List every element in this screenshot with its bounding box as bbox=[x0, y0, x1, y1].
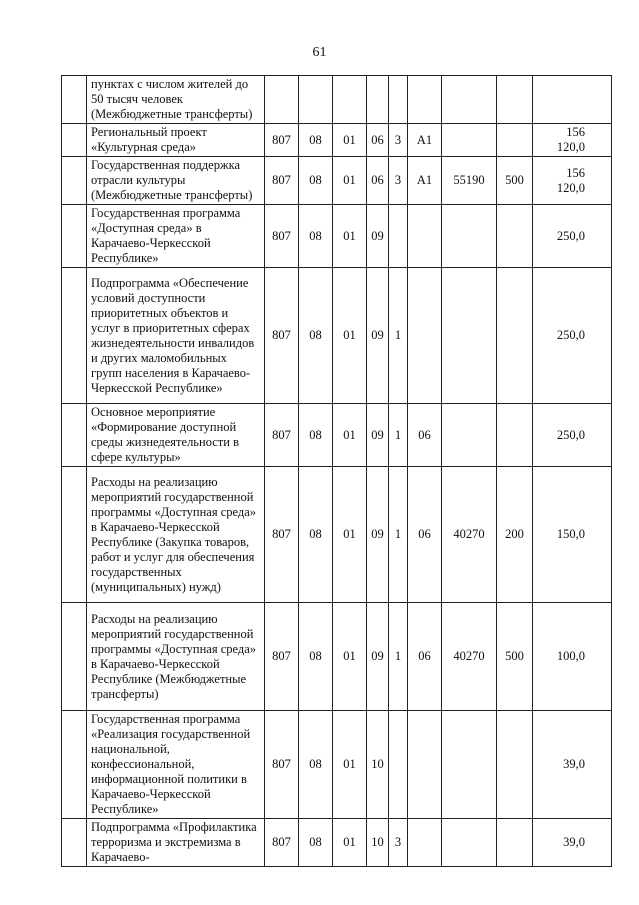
cell-main-event: 06 bbox=[408, 467, 442, 603]
table-row bbox=[62, 205, 612, 268]
blank-cell bbox=[62, 124, 87, 157]
cell-subsection: 01 bbox=[333, 157, 367, 205]
cell-main-event bbox=[408, 819, 442, 867]
cell-subsection bbox=[333, 76, 367, 124]
cell-program: 10 bbox=[367, 711, 389, 819]
cell-main-event bbox=[408, 268, 442, 404]
cell-main-event: А1 bbox=[408, 124, 442, 157]
cell-subsection: 01 bbox=[333, 819, 367, 867]
cell-direction: 55190 bbox=[442, 157, 497, 205]
cell-ministry bbox=[265, 76, 299, 124]
cell-program: 06 bbox=[367, 124, 389, 157]
cell-main-event: 06 bbox=[408, 603, 442, 711]
cell-name: Государственная программа «Доступная среда» в Карачаево-Черкесской Республике» bbox=[87, 205, 265, 268]
cell-expense-type: 500 bbox=[497, 157, 533, 205]
cell-amount: 100,0 bbox=[533, 603, 612, 711]
cell-section: 08 bbox=[299, 819, 333, 867]
cell-amount: 156 120,0 bbox=[533, 124, 612, 157]
cell-subsection: 01 bbox=[333, 603, 367, 711]
cell-subprogram bbox=[389, 205, 408, 268]
cell-expense-type bbox=[497, 819, 533, 867]
blank-cell bbox=[62, 268, 87, 404]
cell-ministry: 807 bbox=[265, 157, 299, 205]
cell-subprogram bbox=[389, 711, 408, 819]
cell-name: пунктах с числом жителей до 50 тысяч человек (Межбюджетные трансферты) bbox=[87, 76, 265, 124]
cell-name: Государственная поддержка отрасли культуры (Межбюджетные трансферты) bbox=[87, 157, 265, 205]
cell-program: 09 bbox=[367, 205, 389, 268]
cell-direction: 40270 bbox=[442, 467, 497, 603]
cell-name: Подпрограмма «Обеспечение условий доступности приоритетных объектов и услуг в приоритетных сферах жизнедеятельности инвалидов и других маломобильных групп населения в Карачаево-Черкесской Республике» bbox=[87, 268, 265, 404]
table-row bbox=[62, 711, 612, 819]
cell-subsection: 01 bbox=[333, 268, 367, 404]
cell-direction bbox=[442, 404, 497, 467]
cell-program: 06 bbox=[367, 157, 389, 205]
cell-subprogram: 1 bbox=[389, 268, 408, 404]
cell-program: 09 bbox=[367, 404, 389, 467]
cell-expense-type bbox=[497, 711, 533, 819]
cell-program: 10 bbox=[367, 819, 389, 867]
cell-expense-type bbox=[497, 76, 533, 124]
cell-subprogram bbox=[389, 76, 408, 124]
cell-name: Подпрограмма «Профилактика терроризма и экстремизма в Карачаево- bbox=[87, 819, 265, 867]
cell-section: 08 bbox=[299, 205, 333, 268]
cell-section: 08 bbox=[299, 404, 333, 467]
cell-section: 08 bbox=[299, 157, 333, 205]
cell-section: 08 bbox=[299, 467, 333, 603]
cell-subprogram: 3 bbox=[389, 157, 408, 205]
cell-main-event bbox=[408, 205, 442, 268]
cell-subsection: 01 bbox=[333, 404, 367, 467]
cell-ministry: 807 bbox=[265, 268, 299, 404]
cell-name: Расходы на реализацию мероприятий государственной программы «Доступная среда» в Карачаево-Черкесской Республике (Закупка товаров, работ и услуг для обеспечения государственных (муниципальных) нужд) bbox=[87, 467, 265, 603]
cell-subprogram: 3 bbox=[389, 124, 408, 157]
blank-cell bbox=[62, 205, 87, 268]
cell-main-event bbox=[408, 76, 442, 124]
blank-cell bbox=[62, 76, 87, 124]
blank-cell bbox=[62, 711, 87, 819]
cell-expense-type: 500 bbox=[497, 603, 533, 711]
cell-section: 08 bbox=[299, 268, 333, 404]
table-row bbox=[62, 404, 612, 467]
cell-direction bbox=[442, 124, 497, 157]
table-row bbox=[62, 467, 612, 603]
cell-amount: 156 120,0 bbox=[533, 157, 612, 205]
cell-amount: 250,0 bbox=[533, 268, 612, 404]
cell-ministry: 807 bbox=[265, 404, 299, 467]
cell-name: Основное мероприятие «Формирование доступной среды жизнедеятельности в сфере культуры» bbox=[87, 404, 265, 467]
cell-direction bbox=[442, 819, 497, 867]
cell-section: 08 bbox=[299, 603, 333, 711]
cell-ministry: 807 bbox=[265, 205, 299, 268]
page-number: 61 bbox=[312, 45, 327, 60]
blank-cell bbox=[62, 467, 87, 603]
cell-amount: 39,0 bbox=[533, 819, 612, 867]
cell-direction: 40270 bbox=[442, 603, 497, 711]
cell-direction bbox=[442, 76, 497, 124]
cell-subsection: 01 bbox=[333, 711, 367, 819]
cell-subprogram: 1 bbox=[389, 603, 408, 711]
cell-amount: 250,0 bbox=[533, 205, 612, 268]
cell-program: 09 bbox=[367, 467, 389, 603]
cell-amount: 39,0 bbox=[533, 711, 612, 819]
cell-section bbox=[299, 76, 333, 124]
table-row bbox=[62, 157, 612, 205]
cell-expense-type bbox=[497, 205, 533, 268]
cell-main-event bbox=[408, 711, 442, 819]
cell-section: 08 bbox=[299, 711, 333, 819]
cell-name: Региональный проект «Культурная среда» bbox=[87, 124, 265, 157]
blank-cell bbox=[62, 404, 87, 467]
table-row bbox=[62, 819, 612, 867]
cell-subsection: 01 bbox=[333, 124, 367, 157]
cell-section: 08 bbox=[299, 124, 333, 157]
cell-amount: 250,0 bbox=[533, 404, 612, 467]
cell-subprogram: 1 bbox=[389, 404, 408, 467]
cell-amount: 150,0 bbox=[533, 467, 612, 603]
cell-direction bbox=[442, 711, 497, 819]
cell-amount bbox=[533, 76, 612, 124]
table-row bbox=[62, 603, 612, 711]
table-row bbox=[62, 124, 612, 157]
cell-subsection: 01 bbox=[333, 467, 367, 603]
cell-main-event: 06 bbox=[408, 404, 442, 467]
cell-ministry: 807 bbox=[265, 603, 299, 711]
cell-subsection: 01 bbox=[333, 205, 367, 268]
cell-direction bbox=[442, 205, 497, 268]
cell-expense-type bbox=[497, 124, 533, 157]
cell-program: 09 bbox=[367, 603, 389, 711]
table-row bbox=[62, 76, 612, 124]
cell-subprogram: 1 bbox=[389, 467, 408, 603]
cell-ministry: 807 bbox=[265, 124, 299, 157]
cell-expense-type: 200 bbox=[497, 467, 533, 603]
cell-program: 09 bbox=[367, 268, 389, 404]
blank-cell bbox=[62, 819, 87, 867]
cell-name: Государственная программа «Реализация государственной национальной, конфессиональной, информационной политики в Карачаево-Черкесской Республике» bbox=[87, 711, 265, 819]
cell-name: Расходы на реализацию мероприятий государственной программы «Доступная среда» в Карачаево-Черкесской Республике (Межбюджетные трансферты) bbox=[87, 603, 265, 711]
budget-table bbox=[61, 75, 612, 867]
blank-cell bbox=[62, 603, 87, 711]
cell-expense-type bbox=[497, 268, 533, 404]
cell-program bbox=[367, 76, 389, 124]
table-row bbox=[62, 268, 612, 404]
cell-ministry: 807 bbox=[265, 819, 299, 867]
cell-expense-type bbox=[497, 404, 533, 467]
blank-cell bbox=[62, 157, 87, 205]
cell-ministry: 807 bbox=[265, 711, 299, 819]
cell-subprogram: 3 bbox=[389, 819, 408, 867]
cell-direction bbox=[442, 268, 497, 404]
cell-main-event: А1 bbox=[408, 157, 442, 205]
cell-ministry: 807 bbox=[265, 467, 299, 603]
